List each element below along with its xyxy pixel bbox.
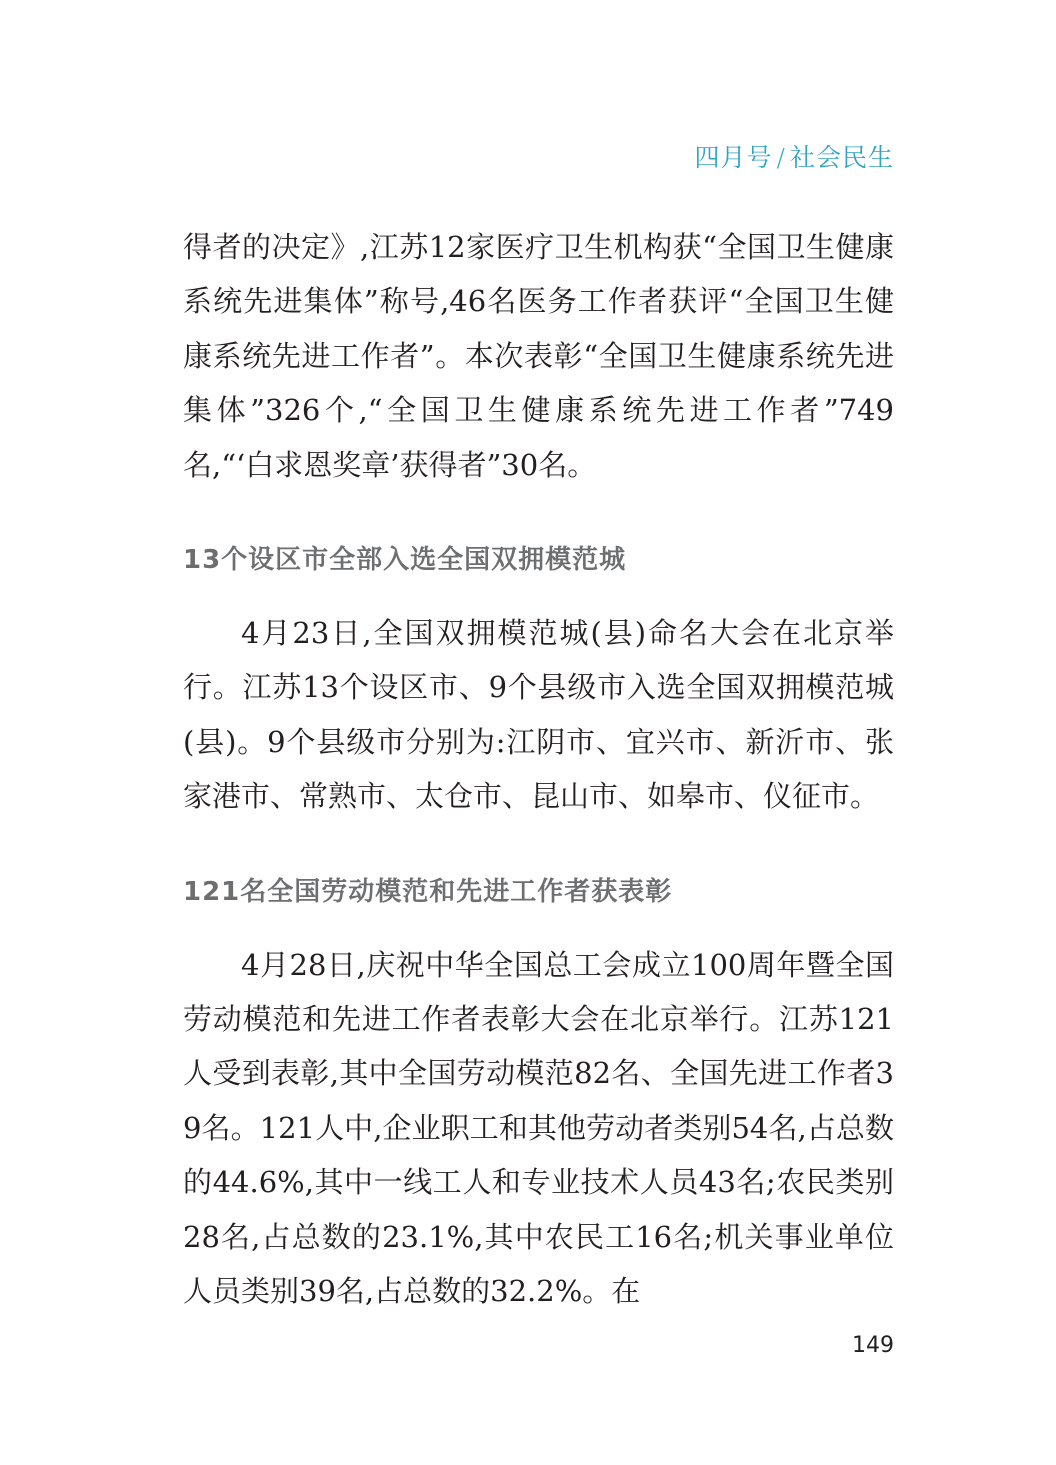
double-support-paragraph: 4月23日,全国双拥模范城(县)命名大会在北京举行。江苏13个设区市、9个县级市入选全国双拥模范城(县)。9个县级市分别为:江阴市、宜兴市、新沂市、张家港市、常熟市、太仓市、昆山市、如皋市、仪征市。 [183,616,894,814]
section-label: 社会民生 [789,143,894,172]
section-heading-model-workers: 121名全国劳动模范和先进工作者获表彰 [183,876,673,907]
section-heading-double-support: 13个设区市全部入选全国双拥模范城 [183,545,627,576]
issue-label: 四月号 [694,143,773,172]
article-body [183,220,894,1319]
page-number: 149 [852,1333,894,1358]
intro-paragraph: 得者的决定》,江苏12家医疗卫生机构获“全国卫生健康系统先进集体”称号,46名医务工作者获评“全国卫生健康系统先进工作者”。本次表彰“全国卫生健康系统先进集体”326个,“全国卫生健康系统先进工作者”749名,“‘白求恩奖章’获得者”30名。 [183,230,894,482]
header-separator: / [776,143,786,172]
model-workers-paragraph: 4月28日,庆祝中华全国总工会成立100周年暨全国劳动模范和先进工作者表彰大会在北京举行。江苏121人受到表彰,其中全国劳动模范82名、全国先进工作者39名。121人中,企业职工和其他劳动者类别54名,占总数的44.6%,其中一线工人和专业技术人员43名;农民类别28名,占总数的23.1%,其中农民工16名;机关事业单位人员类别39名,占总数的32.2%。在 [183,947,894,1309]
running-header [695,138,894,174]
